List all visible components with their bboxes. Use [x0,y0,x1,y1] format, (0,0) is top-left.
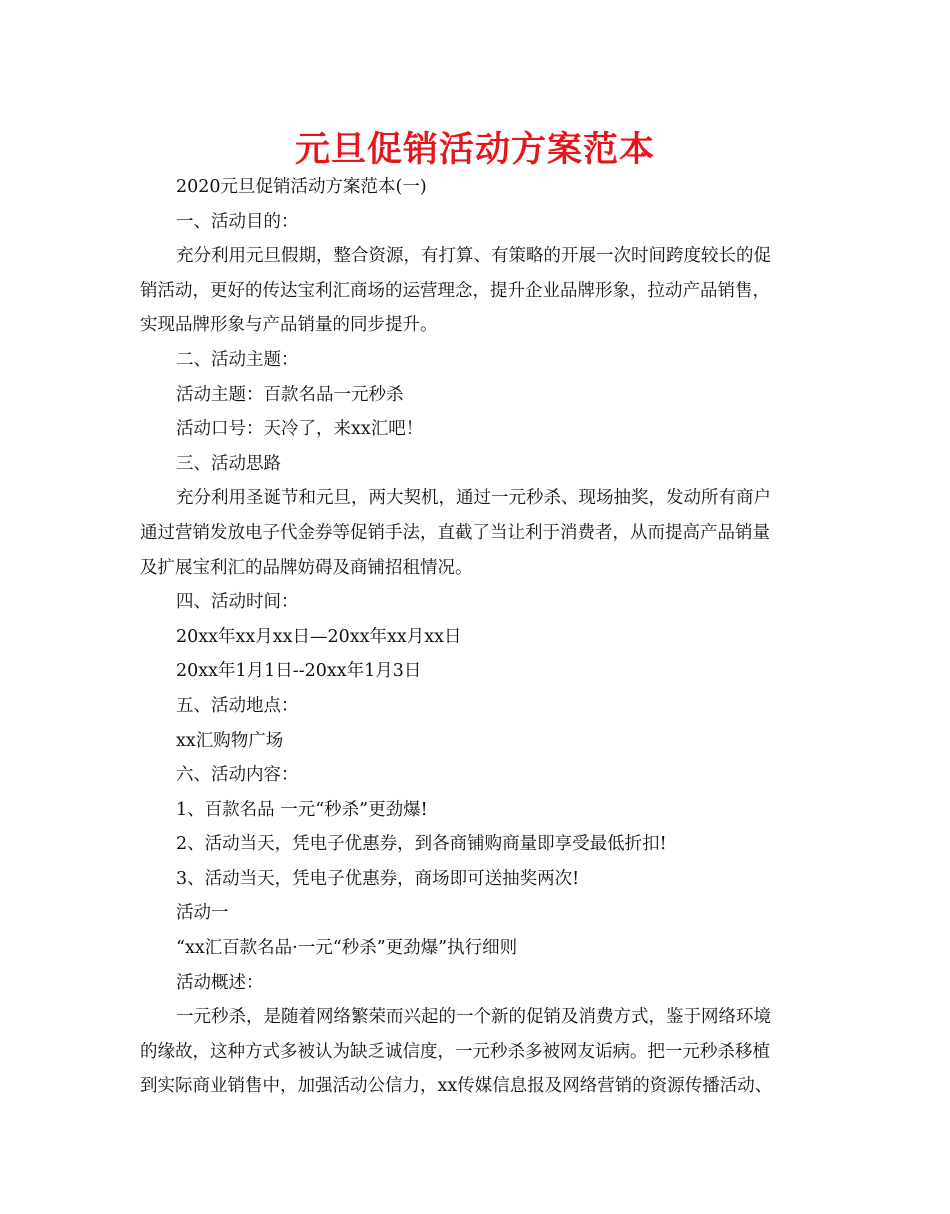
text-line: 活动概述： [176,972,264,993]
text-line: 20xx年1月1日--20xx年1月3日 [176,661,422,682]
text-line: 活动口号：天冷了，来xx汇吧！ [176,419,424,440]
text-line: 四、活动时间： [176,592,299,613]
text-line: 活动一 [176,903,229,924]
text-line: 通过营销发放电子代金券等促销手法，直截了当让利于消费者，从而提高产品销量 [140,522,770,543]
text-line: 销活动，更好的传达宝利汇商场的运营理念，提升企业品牌形象，拉动产品销售， [140,280,770,301]
document-body [140,170,830,1104]
text-line: 实现品牌形象与产品销量的同步提升。 [140,315,438,336]
text-line: 的缘故，这种方式多被认为缺乏诚信度，一元秒杀多被网友诟病。把一元秒杀移植 [140,1041,770,1062]
text-line: 一、活动目的： [176,211,299,232]
text-line: “xx汇百款名品·一元“秒杀”更劲爆”执行细则 [176,938,518,959]
text-line: 2020元旦促销活动方案范本(一) [176,177,427,197]
text-line: 充分利用元旦假期，整合资源，有打算、有策略的开展一次时间跨度较长的促 [176,246,771,267]
text-line: 活动主题：百款名品一元秒杀 [176,384,404,405]
text-line: 五、活动地点： [176,695,299,716]
text-line: 一元秒杀，是随着网络繁荣而兴起的一个新的促销及消费方式，鉴于网络环境 [176,1007,771,1028]
text-line: xx汇购物广场 [176,730,284,751]
text-line: 二、活动主题： [176,349,299,370]
text-line: 三、活动思路 [176,453,281,474]
text-line: 六、活动内容： [176,765,299,786]
text-line: 1、百款名品 一元“秒杀”更劲爆! [176,799,428,820]
text-line: 2、活动当天，凭电子优惠券，到各商铺购商量即享受最低折扣! [176,834,667,855]
text-line: 及扩展宝利汇的品牌妨碍及商铺招租情况。 [140,557,473,578]
text-line: 充分利用圣诞节和元旦，两大契机，通过一元秒杀、现场抽奖，发动所有商户 [176,488,771,509]
text-line: 20xx年xx月xx日—20xx年xx月xx日 [176,626,462,647]
document-title: 元旦促销活动方案范本 [294,130,655,170]
text-line: 到实际商业销售中，加强活动公信力，xx传媒信息报及网络营销的资源传播活动、 [140,1076,773,1097]
text-line: 3、活动当天，凭电子优惠券，商场即可送抽奖两次! [176,868,580,889]
